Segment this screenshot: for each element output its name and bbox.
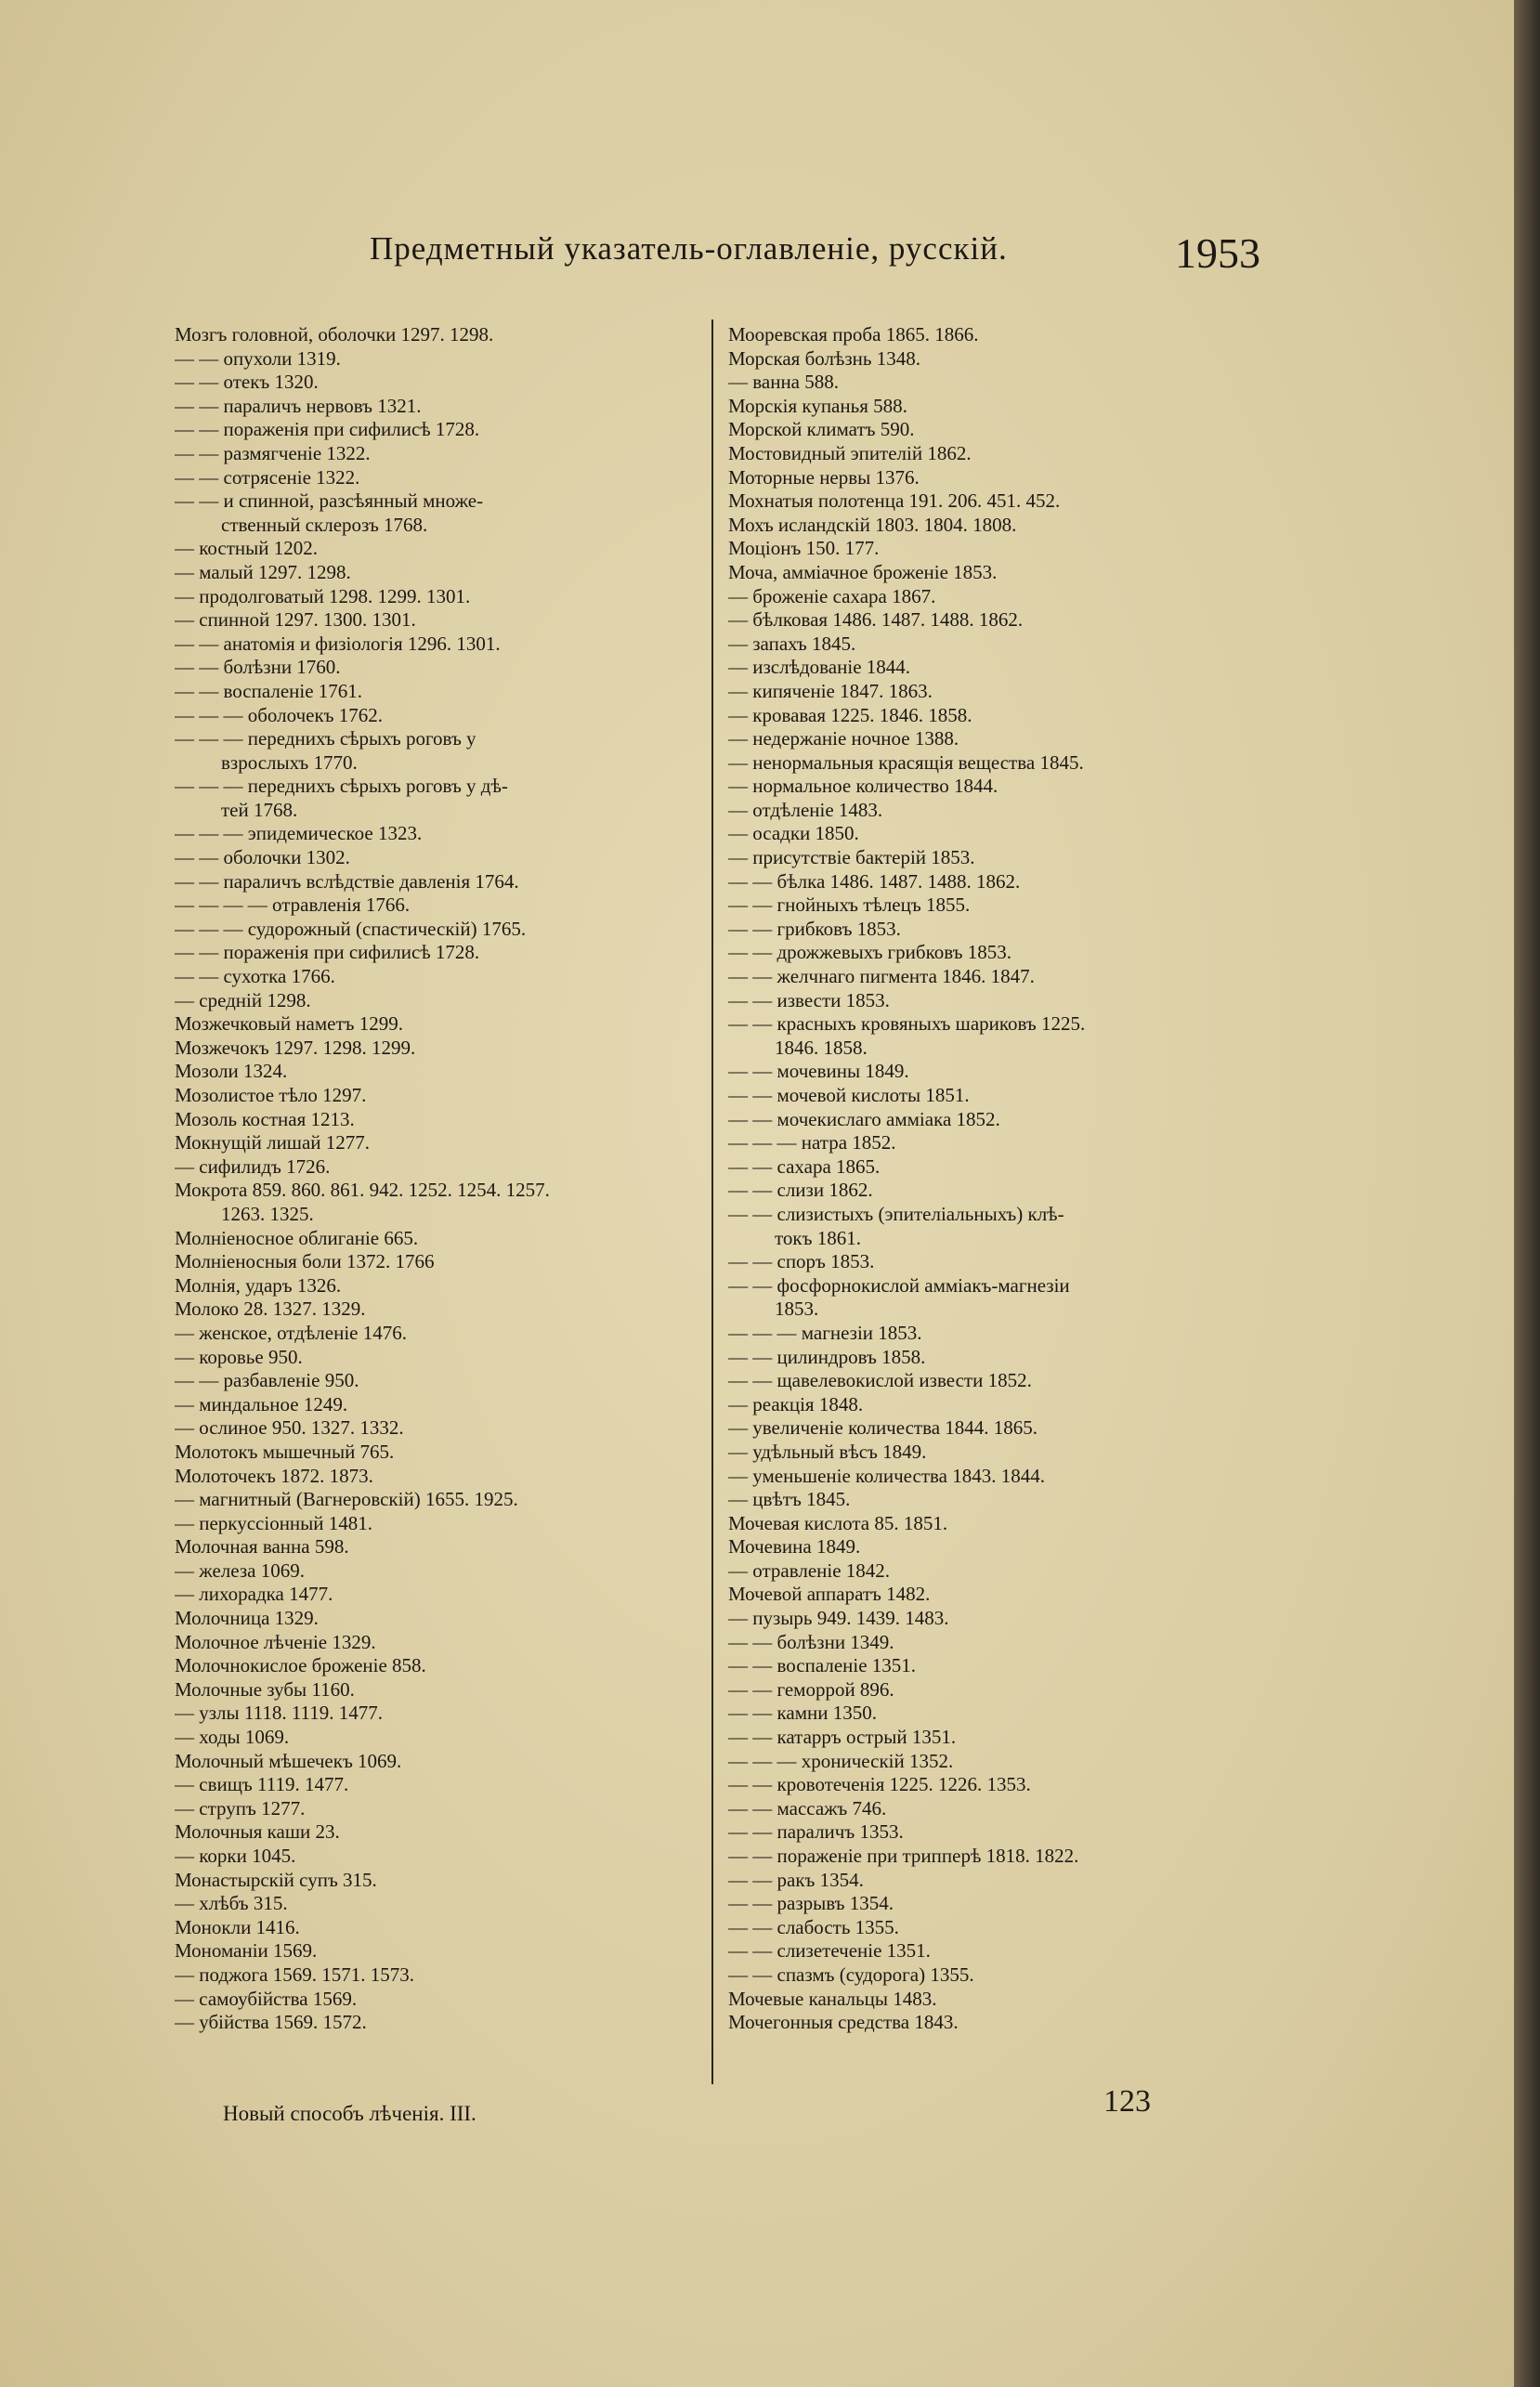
column-divider <box>711 320 713 2084</box>
index-entry: — свищъ 1119. 1477. <box>175 1773 349 1796</box>
index-entry: — осадки 1850. <box>728 822 859 845</box>
index-entry: Монокли 1416. <box>175 1915 300 1938</box>
index-entry: — — опухоли 1319. <box>175 346 341 370</box>
index-entry: ственный склерозъ 1768. <box>221 513 428 536</box>
index-entry: — спинной 1297. 1300. 1301. <box>175 608 416 632</box>
index-entry: — миндальное 1249. <box>175 1392 348 1415</box>
index-entry: Мохъ исландскій 1803. 1804. 1808. <box>728 513 1017 536</box>
index-entry: Мозоли 1324. <box>175 1060 288 1083</box>
index-entry: — хлѣбъ 315. <box>175 1892 288 1915</box>
index-entry: Молочныя каши 23. <box>175 1820 340 1844</box>
index-entry: Молотокъ мышечный 765. <box>175 1440 395 1463</box>
index-entry: — — щавелевокислой извести 1852. <box>728 1369 1032 1392</box>
page-header-title: Предметный указатель-оглавленіе, русскій. <box>370 230 1008 267</box>
index-entry: — — сахара 1865. <box>728 1154 881 1178</box>
index-entry: — лихорадка 1477. <box>175 1583 333 1606</box>
index-entry: Молніеносное облиганіе 665. <box>175 1226 419 1249</box>
index-entry: — — — переднихъ сѣрыхъ роговъ у дѣ- <box>175 775 508 798</box>
index-column-left <box>175 323 695 2035</box>
index-entry: — ходы 1069. <box>175 1726 290 1749</box>
index-entry: — струпъ 1277. <box>175 1796 306 1820</box>
index-entry: — сифилидъ 1726. <box>175 1154 331 1178</box>
index-entry: — — слабость 1355. <box>728 1915 899 1938</box>
index-entry: — — слизистыхъ (эпителіальныхъ) клѣ- <box>728 1202 1064 1225</box>
index-entry: — костный 1202. <box>175 537 318 560</box>
index-entry: — — — хроническій 1352. <box>728 1749 954 1772</box>
index-entry: — — — переднихъ сѣрыхъ роговъ у <box>175 727 476 750</box>
index-entry: Мочевые канальцы 1483. <box>728 1987 937 2010</box>
index-entry: Морской климатъ 590. <box>728 418 915 441</box>
index-entry: — убійства 1569. 1572. <box>175 2011 367 2034</box>
index-entry: Мозоль костная 1213. <box>175 1107 355 1130</box>
index-entry: — — параличъ 1353. <box>728 1820 904 1844</box>
index-entry: — — мочевой кислоты 1851. <box>728 1084 970 1106</box>
index-entry: Молоточекъ 1872. 1873. <box>175 1464 373 1487</box>
index-entry: Мостовидный эпителій 1862. <box>728 441 972 464</box>
index-entry: — — пораженіе при трипперѣ 1818. 1822. <box>728 1845 1079 1867</box>
index-entry: — — ракъ 1354. <box>728 1868 864 1891</box>
index-entry: — — пораженія при сифилисѣ 1728. <box>175 941 480 964</box>
index-entry: — — отекъ 1320. <box>175 371 319 394</box>
index-entry: — — анатомія и физіологія 1296. 1301. <box>175 632 501 655</box>
index-entry: — — — оболочекъ 1762. <box>175 703 384 726</box>
index-entry: — — цилиндровъ 1858. <box>728 1345 926 1368</box>
index-entry: — ванна 588. <box>728 371 840 394</box>
index-entry: — — катарръ острый 1351. <box>728 1726 957 1749</box>
index-entry: — магнитный (Вагнеровскій) 1655. 1925. <box>175 1488 518 1511</box>
index-entry: — женское, отдѣленіе 1476. <box>175 1321 407 1344</box>
index-entry: Монастырскій супъ 315. <box>175 1868 377 1891</box>
index-entry: — — красныхъ кровяныхъ шариковъ 1225. <box>728 1012 1086 1036</box>
index-entry: — — размягченіе 1322. <box>175 441 371 464</box>
index-entry: — отдѣленіе 1483. <box>728 798 883 821</box>
index-entry: — самоубійства 1569. <box>175 1987 358 2010</box>
page-number: 1953 <box>1175 229 1260 277</box>
index-entry: Моторные нервы 1376. <box>728 465 920 489</box>
index-entry: — — споръ 1853. <box>728 1250 875 1273</box>
index-entry: — кипяченіе 1847. 1863. <box>728 679 933 702</box>
index-entry: Мозжечковый наметъ 1299. <box>175 1012 404 1036</box>
index-entry: — — оболочки 1302. <box>175 846 350 869</box>
index-entry: Молнія, ударъ 1326. <box>175 1273 342 1297</box>
index-entry: Молочное лѣченіе 1329. <box>175 1630 376 1653</box>
index-entry: — запахъ 1845. <box>728 632 856 655</box>
index-entry: — — сухотка 1766. <box>175 965 335 988</box>
index-column-right <box>728 323 1258 2035</box>
index-entry: — — кровотеченія 1225. 1226. 1353. <box>728 1773 1031 1796</box>
index-entry: Морскія купанья 588. <box>728 394 907 417</box>
index-entry: — ослиное 950. 1327. 1332. <box>175 1416 404 1440</box>
index-entry: Молніеносныя боли 1372. 1766 <box>175 1250 435 1273</box>
index-entry: — продолговатый 1298. 1299. 1301. <box>175 584 471 607</box>
index-entry: — — бѣлка 1486. 1487. 1488. 1862. <box>728 869 1021 893</box>
index-entry: — — параличъ вслѣдствіе давленія 1764. <box>175 869 519 893</box>
index-entry: — — — судорожный (спастическій) 1765. <box>175 917 527 940</box>
page-edge <box>1514 0 1540 2387</box>
index-entry: — железа 1069. <box>175 1559 305 1582</box>
index-entry: — — слизетеченіе 1351. <box>728 1939 931 1963</box>
index-entry: тей 1768. <box>221 798 298 821</box>
index-entry: — — разрывъ 1354. <box>728 1892 894 1915</box>
index-entry: Молочная ванна 598. <box>175 1535 349 1559</box>
index-entry: — — — — отравленія 1766. <box>175 893 411 917</box>
index-entry: — — пораженія при сифилисѣ 1728. <box>175 418 480 441</box>
index-entry: — — разбавленіе 950. <box>175 1369 359 1392</box>
index-entry: Молоко 28. 1327. 1329. <box>175 1298 366 1321</box>
index-entry: — — болѣзни 1349. <box>728 1630 894 1653</box>
index-entry: Мочевина 1849. <box>728 1535 861 1559</box>
index-entry: 1846. 1858. <box>775 1036 868 1059</box>
index-entry: — — дрожжевыхъ грибковъ 1853. <box>728 941 1011 964</box>
index-entry: — бѣлковая 1486. 1487. 1488. 1862. <box>728 608 1024 632</box>
index-entry: — — геморрой 896. <box>728 1677 894 1701</box>
index-entry: — узлы 1118. 1119. 1477. <box>175 1702 384 1725</box>
index-entry: — — — эпидемическое 1323. <box>175 822 423 845</box>
index-entry: — — мочекислаго амміака 1852. <box>728 1107 1000 1130</box>
index-entry: — реакція 1848. <box>728 1392 864 1415</box>
index-entry: — присутствіе бактерій 1853. <box>728 846 975 869</box>
index-entry: Мочевая кислота 85. 1851. <box>728 1511 948 1534</box>
index-entry: — — фосфорнокислой амміакъ-магнезіи <box>728 1273 1070 1297</box>
index-entry: Мочевой аппаратъ 1482. <box>728 1583 931 1606</box>
index-entry: токъ 1861. <box>775 1226 861 1249</box>
index-entry: — — болѣзни 1760. <box>175 656 341 679</box>
index-entry: — — — магнезіи 1853. <box>728 1321 922 1344</box>
index-entry: Молочные зубы 1160. <box>175 1677 355 1701</box>
index-entry: Мочегонныя средства 1843. <box>728 2011 959 2034</box>
sheet-number: 123 <box>1103 2084 1151 2119</box>
index-entry: — отравленіе 1842. <box>728 1559 891 1582</box>
index-entry: Мозжечокъ 1297. 1298. 1299. <box>175 1036 416 1059</box>
index-entry: — — сотрясеніе 1322. <box>175 465 360 489</box>
index-entry: — — извести 1853. <box>728 988 890 1011</box>
index-entry: — коровье 950. <box>175 1345 303 1368</box>
index-entry: — цвѣтъ 1845. <box>728 1488 851 1511</box>
index-entry: Морская болѣзнь 1348. <box>728 346 920 370</box>
index-entry: 1853. <box>775 1298 819 1321</box>
index-entry: Моча, амміачное броженіе 1853. <box>728 560 998 583</box>
index-entry: — — воспаленіе 1761. <box>175 679 363 702</box>
footer-signature-note: Новый способъ лѣченія. III. <box>223 2102 476 2125</box>
index-entry: — недержаніе ночное 1388. <box>728 727 959 750</box>
index-entry: Мокрота 859. 860. 861. 942. 1252. 1254. 1257. <box>175 1179 550 1202</box>
index-entry: — — воспаленіе 1351. <box>728 1654 917 1677</box>
index-entry: Мозгъ головной, оболочки 1297. 1298. <box>175 323 494 346</box>
index-entry: — — гнойныхъ тѣлецъ 1855. <box>728 893 971 917</box>
index-entry: Молочница 1329. <box>175 1607 319 1630</box>
index-entry: Мозолистое тѣло 1297. <box>175 1084 367 1106</box>
index-entry: — — камни 1350. <box>728 1702 877 1725</box>
index-entry: Мономаніи 1569. <box>175 1939 318 1963</box>
index-entry: — пузырь 949. 1439. 1483. <box>728 1607 949 1630</box>
index-entry: Молочнокислое броженіе 858. <box>175 1654 426 1677</box>
index-entry: — — мочевины 1849. <box>728 1060 909 1083</box>
index-entry: — малый 1297. 1298. <box>175 560 351 583</box>
index-entry: Мооревская проба 1865. 1866. <box>728 323 979 346</box>
index-entry: — — массажъ 746. <box>728 1796 887 1820</box>
index-entry: — уменьшеніе количества 1843. 1844. <box>728 1464 1045 1487</box>
index-entry: — — — натра 1852. <box>728 1131 896 1154</box>
index-entry: взрослыхъ 1770. <box>221 750 358 774</box>
index-entry: Моціонъ 150. 177. <box>728 537 880 560</box>
index-entry: — нормальное количество 1844. <box>728 775 998 798</box>
index-entry: — кровавая 1225. 1846. 1858. <box>728 703 972 726</box>
index-entry: — — и спинной, разсѣянный множе- <box>175 489 484 513</box>
index-entry: — — спазмъ (судорога) 1355. <box>728 1963 974 1986</box>
index-entry: — — слизи 1862. <box>728 1179 873 1202</box>
index-entry: — — желчнаго пигмента 1846. 1847. <box>728 965 1035 988</box>
index-entry: — увеличеніе количества 1844. 1865. <box>728 1416 1038 1440</box>
index-entry: Мохнатыя полотенца 191. 206. 451. 452. <box>728 489 1061 513</box>
index-entry: — средній 1298. <box>175 988 311 1011</box>
index-entry: — перкуссіонный 1481. <box>175 1511 373 1534</box>
index-entry: — — грибковъ 1853. <box>728 917 901 940</box>
index-entry: Мокнущій лишай 1277. <box>175 1131 371 1154</box>
index-entry: Молочный мѣшечекъ 1069. <box>175 1749 402 1772</box>
index-entry: — ненормальныя красящія вещества 1845. <box>728 750 1084 774</box>
index-entry: — — параличъ нервовъ 1321. <box>175 394 422 417</box>
index-entry: — удѣльный вѣсъ 1849. <box>728 1440 927 1463</box>
index-entry: — поджога 1569. 1571. 1573. <box>175 1963 414 1986</box>
index-entry: — изслѣдованіе 1844. <box>728 656 911 679</box>
index-entry: — корки 1045. <box>175 1845 296 1867</box>
index-entry: — броженіе сахара 1867. <box>728 584 936 607</box>
index-entry: 1263. 1325. <box>221 1202 314 1225</box>
